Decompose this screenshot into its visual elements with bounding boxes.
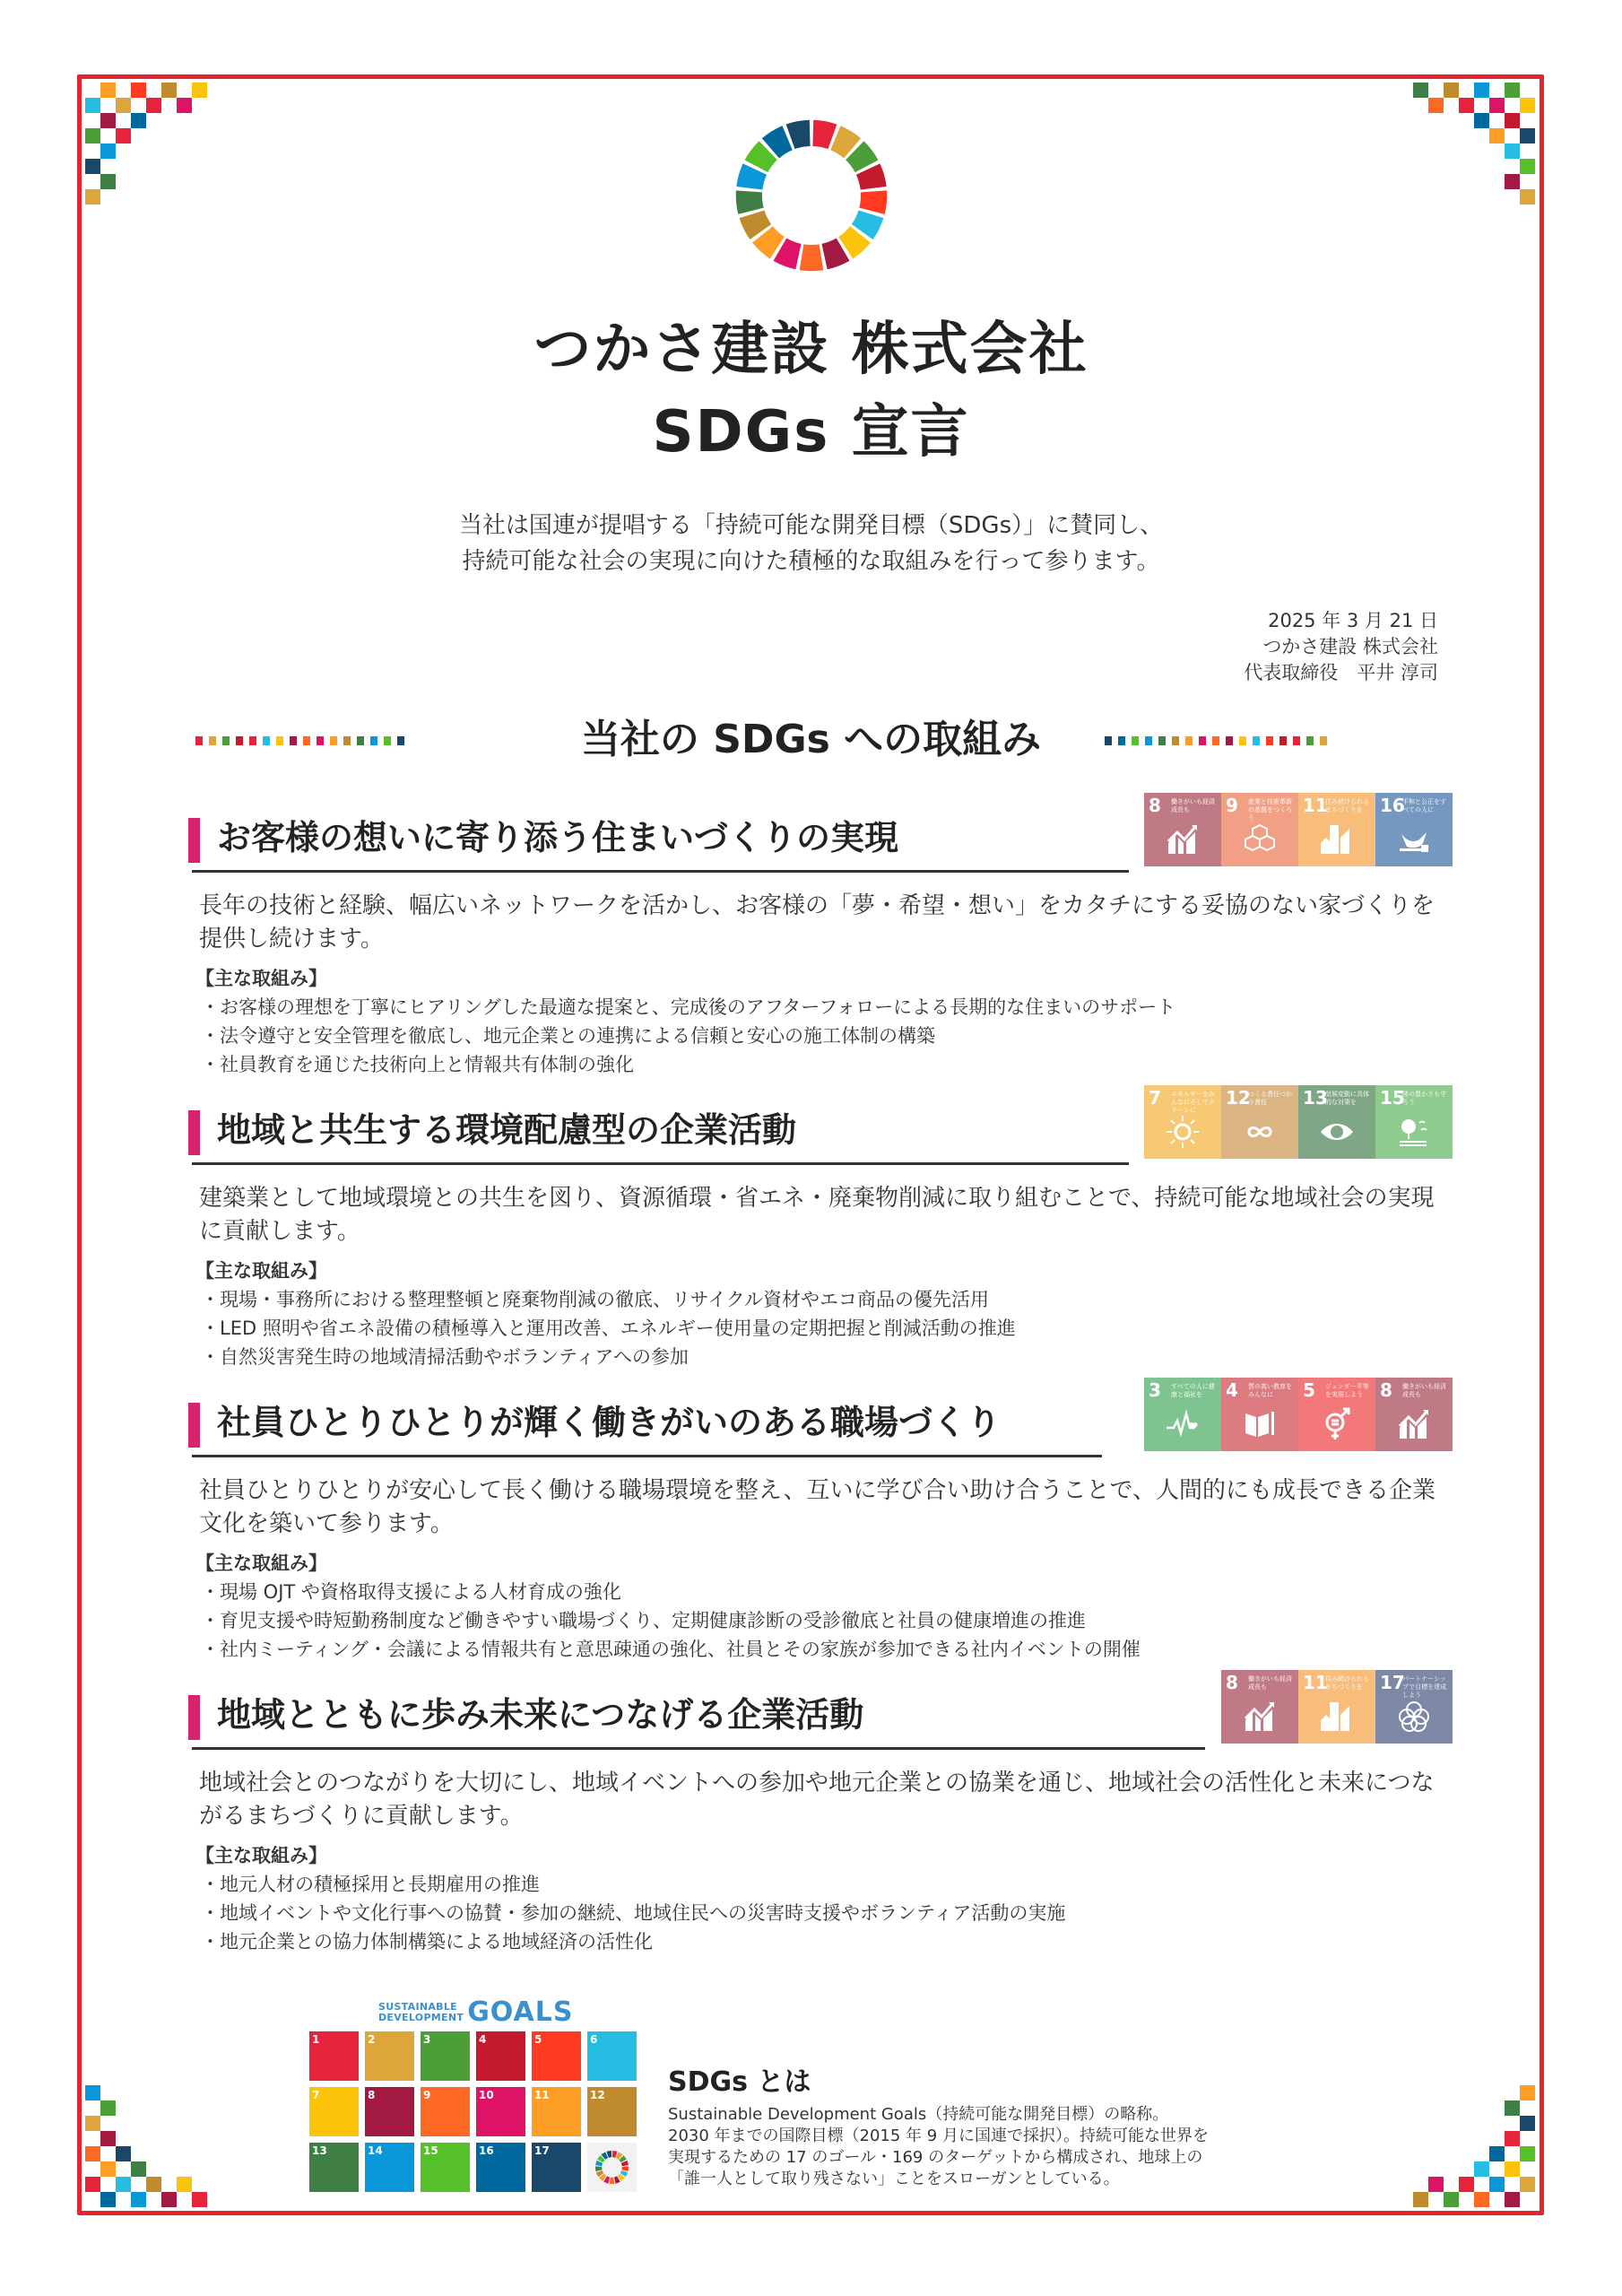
decor-square — [1520, 2085, 1535, 2100]
sdg-grid-goal-13 — [309, 2143, 359, 2192]
signature-representative: 代表取締役 平井 淳司 — [1244, 662, 1438, 683]
sdg-goal-11-tile — [1298, 793, 1375, 866]
decor-square — [116, 2177, 131, 2192]
decor-square — [100, 2100, 116, 2116]
book-pencil-icon — [1242, 1406, 1278, 1442]
sdg-goal-13-tile — [1298, 1085, 1375, 1159]
decor-square — [1505, 2100, 1520, 2116]
goal-number: 2 — [368, 2033, 376, 2046]
goal-label: エネルギーをみんなにそしてクリーンに — [1171, 1091, 1215, 1114]
goal-number: 16 — [479, 2144, 494, 2157]
goal-number: 17 — [1380, 1672, 1405, 1693]
heading-underline — [192, 1162, 1129, 1165]
intro-line-1: 当社は国連が提唱する「持続可能な開発目標（SDGs）」に賛同し、 — [458, 512, 1164, 539]
bullet-item: ・お客様の理想を丁寧にヒアリングした最適な提案と、完成後のアフターフォローによる長期的な住まいのサポート — [201, 996, 1176, 1018]
decor-square — [100, 2131, 116, 2146]
goal-number: 8 — [368, 2089, 376, 2101]
section-paragraph: 長年の技術と経験、幅広いネットワークを活かし、お客様の「夢・希望・想い」をカタチにする妥協のない家づくりを提供し続けます。 — [199, 892, 1436, 952]
decor-square — [1520, 2116, 1535, 2131]
sdg-goal-icons — [1144, 793, 1453, 866]
decor-square — [146, 2177, 161, 2192]
goal-number: 12 — [590, 2089, 605, 2101]
goal-number: 11 — [1303, 1672, 1328, 1693]
decor-square — [131, 113, 146, 128]
goal-number: 13 — [1303, 1087, 1328, 1109]
goal-label: 気候変動に具体的な対策を — [1325, 1091, 1369, 1106]
decor-square — [1489, 128, 1505, 144]
divider-dash — [1239, 736, 1246, 745]
sdg-goal-5-tile — [1298, 1378, 1375, 1451]
decor-square — [1520, 2177, 1535, 2192]
sdg-grid-goal-8 — [365, 2087, 414, 2136]
section-heading: 社員ひとりひとりが輝く働きがいのある職場づくり — [217, 1403, 1002, 1442]
sdg-goals-grid — [309, 2031, 637, 2192]
bullet-item: ・現場・事務所における整理整頓と廃棄物削減の徹底、リサイクル資材やエコ商品の優先活用 — [201, 1289, 990, 1310]
divider-dash — [1158, 736, 1166, 745]
decor-square — [1413, 83, 1428, 98]
initiative-section-4 — [188, 1670, 1453, 1955]
sdg-grid-goal-12 — [587, 2087, 637, 2136]
sdg-goal-9-tile — [1221, 793, 1298, 866]
goal-number: 4 — [479, 2033, 487, 2046]
sdg-goal-7-tile — [1144, 1085, 1221, 1159]
logo-goals-word: GOALS — [467, 1996, 574, 2028]
decor-square — [1474, 2161, 1489, 2177]
dove-icon — [1396, 822, 1432, 857]
goal-number: 8 — [1149, 795, 1161, 816]
city-icon — [1319, 1699, 1355, 1735]
goal-number: 11 — [534, 2089, 550, 2101]
decor-square — [85, 159, 100, 174]
sdg-goals-logo — [378, 1996, 573, 2028]
goal-number: 8 — [1380, 1379, 1392, 1401]
decor-square — [131, 2161, 146, 2177]
signature-date: 2025 年 3 月 21 日 — [1268, 610, 1438, 631]
decor-square — [116, 2146, 131, 2161]
divider-dash — [1279, 736, 1287, 745]
goal-number: 4 — [1226, 1379, 1238, 1401]
sdg-goal-icons — [1221, 1670, 1453, 1744]
divider-dash — [1266, 736, 1273, 745]
decor-square — [1474, 83, 1489, 98]
decor-square — [1444, 2192, 1459, 2207]
section-title-text: 当社の SDGs への取組み — [580, 717, 1042, 762]
goal-number: 9 — [1226, 795, 1238, 816]
decor-square — [85, 128, 100, 144]
growth-chart-icon — [1165, 822, 1201, 857]
decor-square — [1520, 128, 1535, 144]
logo-line-development: DEVELOPMENT — [378, 2011, 464, 2023]
gender-equality-icon — [1319, 1406, 1355, 1442]
goal-label: 働きがいも経済成長も — [1248, 1675, 1292, 1691]
title-company: つかさ建設 株式会社 — [533, 317, 1089, 383]
sdg-goal-15-tile — [1375, 1085, 1453, 1159]
decor-square — [1474, 2192, 1489, 2207]
goal-number: 16 — [1380, 795, 1405, 816]
bullet-item: ・法令遵守と安全管理を徹底し、地元企業との連携による信頼と安心の施工体制の構築 — [201, 1025, 935, 1047]
sdg-grid-goal-2 — [365, 2031, 414, 2081]
decor-square — [1428, 98, 1444, 113]
decor-square — [85, 2116, 100, 2131]
goal-label: パートナーシップで目標を達成しよう — [1402, 1675, 1447, 1699]
decor-square — [177, 98, 192, 113]
goal-label: すべての人に健康と福祉を — [1171, 1383, 1215, 1398]
decor-square — [85, 98, 100, 113]
goal-number: 8 — [1226, 1672, 1238, 1693]
goal-number: 12 — [1226, 1087, 1251, 1109]
about-line: 実現するための 17 のゴール・169 のターゲットから構成され、地球上の — [668, 2148, 1203, 2167]
divider-dash — [1172, 736, 1179, 745]
main-initiatives-label: 【主な取組み】 — [195, 1845, 327, 1866]
sdg-grid-goal-17 — [532, 2143, 581, 2192]
decor-square — [1428, 2177, 1444, 2192]
divider-dash — [1293, 736, 1300, 745]
initiative-section-3 — [188, 1378, 1453, 1663]
decor-square — [116, 128, 131, 144]
bullet-item: ・地域イベントや文化行事への協賛・参加の継続、地域住民への災害時支援やボランティア活動の実施 — [201, 1902, 1066, 1924]
decor-square — [1413, 2192, 1428, 2207]
growth-chart-icon — [1242, 1699, 1278, 1735]
decor-square — [116, 98, 131, 113]
sdg-grid-goal-14 — [365, 2143, 414, 2192]
decor-square — [1459, 98, 1474, 113]
goal-number: 11 — [1303, 795, 1328, 816]
goal-number: 13 — [312, 2144, 327, 2157]
decor-square — [100, 2192, 116, 2207]
divider-dash — [1145, 736, 1152, 745]
bullet-item: ・現場 OJT や資格取得支援による人材育成の強化 — [201, 1581, 621, 1603]
goal-number: 5 — [534, 2033, 542, 2046]
sdg-grid-goal-4 — [476, 2031, 525, 2081]
eye-globe-icon — [1319, 1114, 1355, 1150]
decor-square — [1520, 189, 1535, 204]
section-paragraph: 建築業として地域環境との共生を図り、資源循環・省エネ・廃棄物削減に取り組むことで、持続可能な地域社会の実現に貢献します。 — [199, 1185, 1435, 1245]
sdg-grid-goal-6 — [587, 2031, 637, 2081]
bullet-item: ・地元企業との協力体制構築による地域経済の活性化 — [201, 1931, 653, 1952]
sdg-goal-17-tile — [1375, 1670, 1453, 1744]
decor-square — [177, 2177, 192, 2192]
bullet-item: ・自然災害発生時の地域清掃活動やボランティアへの参加 — [201, 1346, 689, 1368]
dashed-divider-right — [1105, 736, 1327, 745]
goal-number: 1 — [312, 2033, 320, 2046]
decor-square — [100, 174, 116, 189]
decor-square — [1505, 174, 1520, 189]
decor-square — [1489, 98, 1505, 113]
about-text — [668, 2104, 1349, 2190]
heading-underline — [192, 1747, 1205, 1750]
logo-line-sustainable: SUSTAINABLE — [378, 2000, 457, 2013]
goal-number: 9 — [423, 2089, 431, 2101]
decor-square — [100, 113, 116, 128]
heading-accent-bar — [188, 1110, 200, 1155]
goal-label: 陸の豊かさも守ろう — [1402, 1091, 1446, 1106]
goal-number: 3 — [1149, 1379, 1161, 1401]
decor-square — [85, 2177, 100, 2192]
divider-dash — [1199, 736, 1206, 745]
goal-number: 3 — [423, 2033, 431, 2046]
goal-label: 産業と技術革新の基盤をつくろう — [1248, 798, 1292, 822]
decor-square — [1444, 83, 1459, 98]
intro-line-2: 持続可能な社会の実現に向けた積極的な取組みを行って参ります。 — [462, 548, 1160, 575]
heading-underline — [192, 1455, 1102, 1457]
decor-square — [1489, 2146, 1505, 2161]
decor-square — [1459, 2177, 1474, 2192]
bullet-item: ・育児支援や時短勤務制度など働きやすい職場づくり、定期健康診断の受診徹底と社員の健康増進の推進 — [201, 1610, 1086, 1631]
city-icon — [1319, 822, 1355, 857]
decor-square — [1520, 159, 1535, 174]
decor-square — [146, 98, 161, 113]
goal-number: 15 — [1380, 1087, 1405, 1109]
decor-square — [192, 83, 207, 98]
sdg-grid-goal-3 — [421, 2031, 470, 2081]
section-heading: 地域とともに歩み未来につなげる企業活動 — [217, 1695, 864, 1735]
section-heading: お客様の想いに寄り添う住まいづくりの実現 — [217, 818, 899, 857]
sdg-goal-8-tile — [1144, 793, 1221, 866]
decor-square — [85, 189, 100, 204]
decor-square — [131, 83, 146, 98]
growth-chart-icon — [1396, 1406, 1432, 1442]
divider-dash — [1226, 736, 1233, 745]
goal-label: ジェンダー平等を実現しよう — [1325, 1383, 1369, 1398]
about-line: Sustainable Development Goals（持続可能な開発目標）の略称。 — [668, 2105, 1169, 2124]
main-initiatives-label: 【主な取組み】 — [195, 1552, 327, 1574]
goal-number: 7 — [312, 2089, 320, 2101]
sdg-goal-icons — [1144, 1378, 1453, 1451]
goal-label: 働きがいも経済成長も — [1171, 798, 1215, 813]
decor-square — [1474, 113, 1489, 128]
decor-square — [85, 2085, 100, 2100]
heading-underline — [192, 870, 1129, 873]
goal-number: 17 — [534, 2144, 550, 2157]
goal-number: 10 — [479, 2089, 494, 2101]
decor-square — [161, 2192, 177, 2207]
goal-number: 5 — [1303, 1379, 1315, 1401]
goal-label: 住み続けられるまちづくりを — [1325, 798, 1369, 813]
goal-label: 平和と公正をすべての人に — [1402, 798, 1446, 813]
sdg-goal-3-tile — [1144, 1378, 1221, 1451]
decor-square — [161, 83, 177, 98]
sdg-goal-12-tile — [1221, 1085, 1298, 1159]
tree-birds-icon — [1396, 1114, 1432, 1150]
signature-block — [1244, 608, 1438, 686]
sdg-grid-goal-16 — [476, 2143, 525, 2192]
decor-square — [1520, 2146, 1535, 2161]
sdg-wheel-icon — [594, 2150, 629, 2185]
heartbeat-icon — [1165, 1406, 1201, 1442]
heading-accent-bar — [188, 1695, 200, 1740]
sdg-grid-goal-7 — [309, 2087, 359, 2136]
cubes-icon — [1242, 822, 1278, 857]
decor-square — [1505, 113, 1520, 128]
divider-dash — [1253, 736, 1260, 745]
decor-square — [192, 2192, 207, 2207]
goal-label: つくる責任つかう責任 — [1248, 1091, 1292, 1106]
goal-number: 6 — [590, 2033, 598, 2046]
decor-square — [100, 144, 116, 159]
section-title — [0, 713, 1622, 767]
decor-square — [1520, 98, 1535, 113]
decor-square — [100, 83, 116, 98]
sdg-goal-16-tile — [1375, 793, 1453, 866]
sdg-grid-goal-5 — [532, 2031, 581, 2081]
section-heading: 地域と共生する環境配慮型の企業活動 — [217, 1110, 797, 1150]
about-line: 2030 年までの国際目標（2015 年 9 月に国連で採択）。持続可能な世界を — [668, 2126, 1209, 2145]
main-initiatives-label: 【主な取組み】 — [195, 968, 327, 989]
bullet-item: ・LED 照明や省エネ設備の積極導入と運用改善、エネルギー使用量の定期把握と削減活動の推進 — [201, 1318, 1016, 1339]
sdg-grid-goal-1 — [309, 2031, 359, 2081]
decor-square — [1505, 83, 1520, 98]
decor-square — [1505, 2131, 1520, 2146]
about-heading: SDGs とは — [668, 2066, 811, 2098]
goal-label: 住み続けられるまちづくりを — [1325, 1675, 1369, 1691]
sdg-goal-11-tile — [1298, 1670, 1375, 1744]
divider-dash — [1118, 736, 1125, 745]
divider-dash — [1185, 736, 1193, 745]
about-line: 「誰一人として取り残さない」ことをスローガンとしている。 — [668, 2170, 1120, 2188]
sdg-goal-8-tile — [1375, 1378, 1453, 1451]
main-initiatives-label: 【主な取組み】 — [195, 1260, 327, 1282]
sdg-goal-4-tile — [1221, 1378, 1298, 1451]
goal-number: 15 — [423, 2144, 438, 2157]
title-declaration: SDGs 宣言 — [652, 399, 970, 465]
sdg-grid-goal-15 — [421, 2143, 470, 2192]
section-paragraph: 地域社会とのつながりを大切にし、地域イベントへの参加や地元企業との協業を通じ、地域社会の活性化と未来につながるまちづくりに貢献します。 — [199, 1770, 1435, 1830]
divider-dash — [1306, 736, 1314, 745]
decor-square — [100, 2161, 116, 2177]
goal-number: 14 — [368, 2144, 383, 2157]
initiative-section-1 — [188, 793, 1453, 1078]
sdg-grid-goal-10 — [476, 2087, 525, 2136]
signature-company: つかさ建設 株式会社 — [1262, 636, 1438, 657]
divider-dash — [1132, 736, 1139, 745]
divider-dash — [1212, 736, 1219, 745]
divider-dash — [1320, 736, 1327, 745]
goal-label: 働きがいも経済成長も — [1402, 1383, 1446, 1398]
sdg-grid-goal-9 — [421, 2087, 470, 2136]
sun-power-icon — [1165, 1114, 1201, 1150]
goal-number: 7 — [1149, 1087, 1161, 1109]
divider-dash — [1105, 736, 1112, 745]
bullet-item: ・地元人材の積極採用と長期雇用の推進 — [201, 1874, 540, 1895]
decor-square — [1489, 2177, 1505, 2192]
sdg-goal-8-tile — [1221, 1670, 1298, 1744]
decor-square — [85, 2146, 100, 2161]
decor-square — [131, 2192, 146, 2207]
infinity-icon — [1242, 1114, 1278, 1150]
goal-label: 質の高い教育をみんなに — [1248, 1383, 1292, 1398]
heading-accent-bar — [188, 1403, 200, 1448]
about-sdgs — [668, 2065, 1349, 2190]
sdg-wheel-icon — [734, 118, 889, 273]
decor-square — [1505, 144, 1520, 159]
bullet-item: ・社員教育を通じた技術向上と情報共有体制の強化 — [201, 1054, 634, 1075]
sdg-grid-goal-11 — [532, 2087, 581, 2136]
initiative-section-2 — [188, 1085, 1453, 1370]
decor-square — [1505, 2192, 1520, 2207]
sdg-grid-wheel — [587, 2143, 637, 2192]
heading-accent-bar — [188, 818, 200, 863]
sdg-goal-icons — [1144, 1085, 1453, 1159]
partnership-rings-icon — [1396, 1699, 1432, 1735]
decor-square — [1505, 2161, 1520, 2177]
bullet-item: ・社内ミーティング・会議による情報共有と意思疎通の強化、社員とその家族が参加できる社内イベントの開催 — [201, 1639, 1141, 1660]
section-paragraph: 社員ひとりひとりが安心して長く働ける職場環境を整え、互いに学び合い助け合うことで、人間的にも成長できる企業文化を築いて参ります。 — [199, 1477, 1436, 1537]
